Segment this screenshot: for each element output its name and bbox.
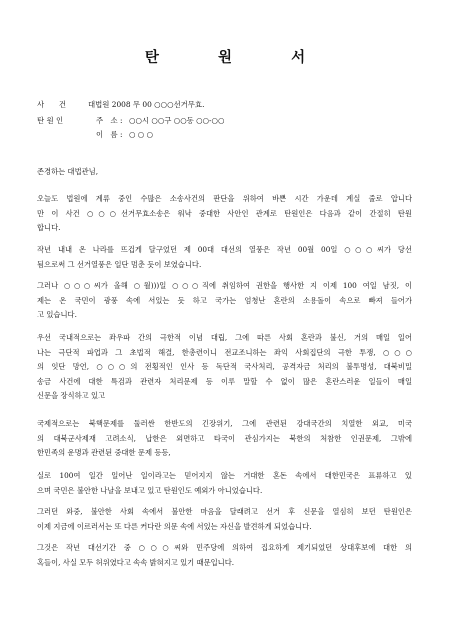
text-line: 국제적으로는 북핵문제를 둘러싼 한반도의 긴장위기, 그에 관련된 강대국간의 치열한 외교, 미국 <box>37 419 412 428</box>
case-value: 대법원 2008 무 00 ○○○선거무효. <box>88 100 205 109</box>
paragraph-7 <box>37 505 412 534</box>
paragraph-8 <box>37 541 412 570</box>
document-title <box>0 46 450 67</box>
text-line: 한민족의 운명과 관련된 중대한 문제 등등, <box>37 448 171 458</box>
text-line: 됨으로써 그 선거열풍은 일단 멈춘 듯이 보였습니다. <box>37 259 202 269</box>
text-line: 그것은 작년 대선기간 중 ○○○씨와 민주당에 의하여 집요하게 제기되었던 상대후보에 대한 의 <box>37 543 412 552</box>
text-line: 송금 사건에 대한 특검과 관련자 처리문제 등 이루 말할 수 없이 많은 혼란스러운 일들이 매일 <box>37 376 412 386</box>
text-line: 오늘도 법원에 계류 중인 수많은 소송사건의 판단을 위하여 바쁜 시간 가운데 계실 줄로 압니다 <box>37 194 412 203</box>
text-line: 나는 극단적 파업과 그 초법적 해결, 한총련이니 전교조니하는 좌익 사회집단의 극한 투쟁, ○○○ <box>37 347 412 357</box>
text-line: 고 있습니다. <box>37 310 77 320</box>
text-line: 신문을 장식하고 있고 <box>37 391 106 401</box>
name-value: ○ ○ ○ <box>129 130 154 139</box>
paragraph-5 <box>37 417 412 461</box>
text-line: 의 대북군사제재 고려소식, 납한은 외면하고 타국이 관심가지는 북한의 처참한 인권문제, 그밖에 <box>37 433 412 443</box>
paragraph-6 <box>37 469 412 498</box>
text-line: 그러나 ○○○씨가 올해 ○월)))일 ○○○직에 취임하여 권한을 행사한 지 이제 100 여일 남짓, 이 <box>37 281 412 290</box>
text-line: 합니다. <box>37 223 61 233</box>
paragraph-3 <box>37 279 412 323</box>
text-line: 만 이 사건 ○○○선거무효소송은 워낙 중대한 사안인 관계로 탄원인은 다음과 같이 간절히 탄원 <box>37 208 412 218</box>
text-line: 이제 지금에 이르러서는 또 다른 커다란 의문 속에 서있는 자신을 발견하게 되었습니다. <box>37 521 312 531</box>
case-row <box>37 100 205 110</box>
petitioner-row <box>37 116 225 126</box>
title-char: 원 <box>217 49 232 66</box>
paragraph-4 <box>37 331 412 404</box>
case-label: 사 건 <box>37 100 67 109</box>
text-line: 혹들이, 사실 모두 허위였다고 속속 밝혀지고 있기 때문입니다. <box>37 557 235 567</box>
address-value: ○○시 ○○구 ○○동 ○○-○○ <box>129 116 225 125</box>
paragraph-1 <box>37 192 412 236</box>
text-line: 우선 국내적으로는 좌우파 간의 극한적 이념 대립, 그에 따른 사회 혼란과 불신, 거의 매일 일어 <box>37 333 412 342</box>
petitioner-label: 탄 원 인 <box>37 116 64 125</box>
text-line: 의 잇단 망언, ○○○의 전횡적인 인사 등 독단적 국사처리, 공격자금 처리의 불투명성, 대북비밀 <box>37 362 412 372</box>
paragraph-2 <box>37 243 412 272</box>
title-char: 서 <box>291 49 306 66</box>
text-line: 실로 100여 일간 일어난 일이라고는 믿어지지 않는 거대한 혼돈 속에서 대한민국은 표류하고 있 <box>37 471 412 480</box>
title-char: 탄 <box>144 49 159 66</box>
name-label: 이 름 : <box>96 130 123 139</box>
text-line: 작년 내내 온 나라를 뜨겁게 달구었던 제 00대 대선의 열풍은 작년 00월 00일 ○○○씨가 당선 <box>37 245 412 254</box>
text-line: 제는 온 국민이 광풍 속에 서있는 듯 하고 국가는 엄청난 혼란의 소용돌이 속으로 빠져 들어가 <box>37 295 412 305</box>
address-label: 주 소 : <box>96 116 123 125</box>
text-line: 그러던 와중, 불안한 사회 속에서 불안한 마음을 달래려고 선거 후 신문을 열심히 보던 탄원인은 <box>37 507 412 516</box>
text-line: 으며 국민은 불안한 나날을 보내고 있고 탄원인도 예외가 아니었습니다. <box>37 485 263 495</box>
salutation: 존경하는 대법관님, <box>37 167 99 176</box>
